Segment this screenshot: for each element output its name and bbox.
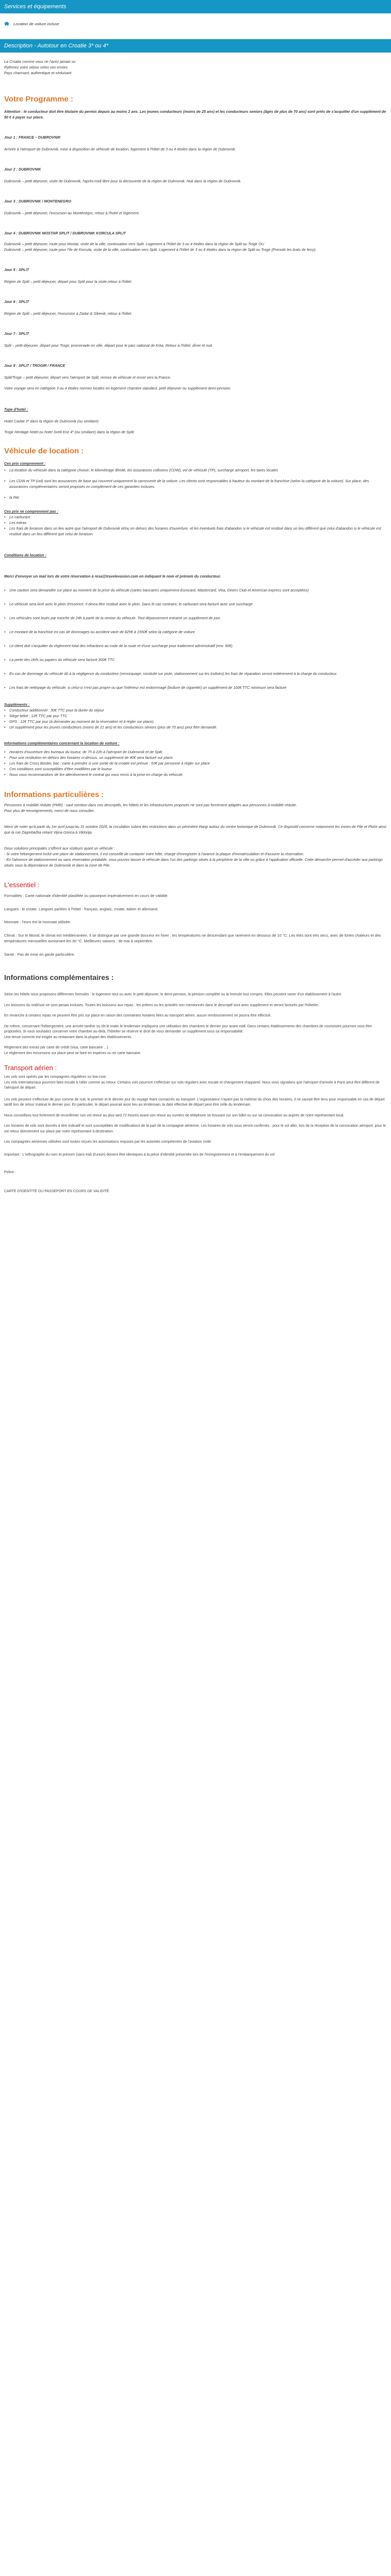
particular-text: - Si votre hébergement inclut une place de stationnement, il est conseillé de contacter votre hôte, charge d'enregistrer à l'avance la plaque d'immatriculation et d'assurer la réservation. [4, 852, 304, 856]
essential-line: Formalités : Carte nationale d'identité plastifiée ou passeport impérativement en cours de validité. [4, 893, 169, 898]
complementary-text: De même, concernant l'hébergement, une arrivée tardive ou tôt le matin le lendemain impliquera une utilisation des chambres le dernier jour avant midi. Dans certains établissements des chambres de courtoisies pourront vous être proposées. Si vous souhaitez conserver votre chambre au-delà, l'hôtelier se réserve le droit de vous demander un supplément sous sa responsabilité. [4, 1024, 372, 1033]
programme-title: Votre Programme : [4, 95, 73, 104]
service-item-label: Location de voiture incluse [13, 21, 59, 26]
condition-item: • La perte des clefs ou papiers du véhicule sera facturé 300€ TTC [4, 657, 115, 662]
intro-line: Rythmez votre séjour selon vos envies [4, 65, 68, 70]
transport-text: Les vols sont opérés par les compagnies régulières ou low-cost. [4, 1075, 107, 1079]
intro-line: Pays charmant, authentique et séduisant [4, 71, 72, 75]
included-item: • la PAI [4, 495, 19, 500]
transport-text: Les vols peuvent s'effectuer de jour comme de nuit, le premier et le dernier jour du voyage étant consacrés au transport. L'organisateur n'ayant pas la maîtrise du choix des horaires, il ne saurait être tenu pour responsable en cas de départ tardif lors de retour matinal le dernier jour. En particulier, le départ pourrait avoir lieu au lendemain, la date effective de départ peut être celle du lendemain. [4, 1097, 385, 1107]
day-title: Jour 8 : SPLIT / TROGIR / FRANCE [4, 363, 66, 368]
rental-info-title: Informations complémentaires concernant la location de voiture : [4, 741, 120, 745]
day-text: Split – petit déjeuner, départ pour Trogir, promenade en ville, départ pour le parc national de Krka. Retour à l'hôtel, dîner et nuit. [4, 343, 213, 348]
particular-text: Personnes à mobilité réduite (PMR) : sauf mention dans nos descriptifs, les hôtels et les infrastructures proposés ne sont pas forcément adaptés aux personnes à mobilité réduite. [4, 803, 297, 807]
id-document-line: CARTE D'IDENTITÉ OU PASSEPORT EN COURS DE VALIDITÉ [4, 1189, 109, 1193]
supplements-title: Suppléments : [4, 702, 30, 707]
included-item: • Les CDW et TP (vol) sont les assurances de base qui couvrent uniquement la carrosserie de la voiture. Les clients sont responsables à hauteur du montant de la franchise (selon la catégorie de la voiture). Sur place, des assurances complémentaires seront proposés en complément de ces garanties incluses. [4, 479, 369, 489]
hotel-type-line: Hotel Cavtat 3* dans la région de Dubrovnik (ou similaire) [4, 419, 99, 423]
condition-item: • Les frais de nettoyage du véhicule, si celui-ci n'est pas propre ou que l'intérieur est endommagé (brûlure de cigarette) un supplément de 100€ TTC minimum sera facturé [4, 685, 287, 690]
complementary-title: Informations complémentaires : [4, 973, 114, 981]
hotel-type-line: Trogir Heritage Hotel ou hotel Sveti Kriz 4* (ou similaire) dans la région de Split. [4, 430, 135, 434]
excluded-item: • Les frais de livraison dans un lieu autre que l'aéroport de Dubrovnik et/ou en dehors des horaires d'ouverture, et les éventuels frais d'abandon si le véhicule est restitué dans un lieu différent que celui d'abandon si le véhicule est restitué dans un lieu différent que celui de livraison. [4, 526, 381, 536]
essential-line: Langues : le croate. Langues parlées à l'hôtel : français, anglais, croate, italien et allemand. [4, 906, 158, 911]
condition-item: • Le véhicule sera livré avec le plein d'essence. Il devra être restitué avec le plein. Dans le cas contraire, le carburant sera facturé avec une surcharge [4, 602, 253, 606]
particular-text: Pour plus de renseignements, merci de nous consulter. [4, 808, 95, 813]
transport-text: Les vols internationaux pourront faire escale à l'aller comme au retour. Certains vols pourront s'effectuer sur vols réguliers avec escale et changement d'appareil. Nous vous signalons que l'aéroport d'arrivée à Paris peut être différent de l'aéroport de départ. [4, 1080, 380, 1090]
day-title: Jour 5 : SPLIT [4, 267, 29, 272]
hotel-type-title: Type d'hotel : [4, 407, 28, 412]
day-text: Dubrovnik – petit déjeuner, l'excursion au Monténégro, retour à l'hotel et logement. [4, 211, 140, 215]
included-title: Ces prix comprennent : [4, 461, 46, 466]
particular-text: Merci de noter qu'à partir du 1er avril jusqu'au 31 octobre 2026, la circulation subira des restrictions dans un périmètre élargi autour du centre historique de Dubrovnik. Ce dispositif concerne notamment les zones de Pile et Ploče ainsi que la rue Zagrebačka reliant Vijina Gorica à Viktorija. [4, 824, 386, 835]
complementary-text: Une tenue correcte est exigée au restaurant dans la plupart des établissements. [4, 1035, 133, 1039]
car-icon [4, 21, 9, 26]
rental-info-item: • Ces conditions sont susceptibles d'être modifiées par le loueur. [4, 767, 113, 771]
day-title: Jour 1 : FRANCE – DUBROVNIK [4, 135, 61, 140]
day-text: Votre voyage sera en catégorie 3 ou 4 étoiles normes locales en logement chambre standard, petit déjeuner ou supplément demi-pension. [4, 386, 232, 391]
description-header: Description - Autotour en Croatie 3* ou 4* [0, 39, 391, 53]
supplement-item: • Un supplément pour les jeunes conducteurs (moins de 21 ans) et les conducteurs séniors (plus de 70 ans) peut être demandé. [4, 725, 218, 730]
excluded-item: • Le carburant [4, 515, 30, 519]
complementary-text: En revanche à certains repas ne peuvent être pris sur place en raison des contraintes horaires liées au transport aérien, aucun remboursement ne pourra être effectué. [4, 1014, 272, 1018]
day-text: Dubrovnik – petit déjeuner, route pour Mostar, visite de la ville, continuation vers Split. Logement à l'hôtel de 3 ou 4 étoiles dans la région de Split ou Trogir OU [4, 242, 264, 246]
supplement-item: • Conducteur additionnel : 30€ TTC pour la durée du séjour [4, 708, 104, 713]
police-label: Police : [4, 1171, 16, 1174]
conditions-intro: Merci d'envoyer un mail lors de votre réservation à resa@travelevasion.com en indiquant le nom et prénom du conducteur. [4, 574, 221, 579]
excluded-title: Ces prix ne comprennent pas : [4, 509, 59, 514]
transport-text: Les horaires de vols sont donnés à titre indicatif et sont susceptibles de modifications de la part de la compagnie aérienne. Les horaires de vols vous seront confirmés : pour le vol aller, lors de la réception de la convocation aéroport, pour le vol retour directement sur place par notre représentant à destination. [4, 1124, 386, 1133]
rental-info-item: • Pour une restitution en dehors des horaires ci-dessus, un supplément de 40€ sera facturé sur place. [4, 755, 174, 760]
day-text: Dubrovnik – petit déjeuner, visite de Dubrovnik, l'après-midi libre pour la découverte de la région de Dubrovnik. Nuit dans la région de Dubrovnik. [4, 179, 242, 183]
day-text: Split/Trogir – petit déjeuner, départ vers l'aéroport de Split, remise de véhicule et envol vers la France. [4, 375, 171, 380]
complementary-text: Le règlement des excursions sur place peut se faire en espèces ou en carte bancaire. [4, 1051, 141, 1055]
driver-warning: Attention : le conducteur doit être titulaire du permis depuis au moins 2 ans. Les jeunes conducteurs (moins de 25 ans) et les conducteurs seniors (âgés de plus de 70 ans) sont priés de s'acquitter d'un supplément de 50 € à payer sur place. [4, 109, 386, 120]
essential-line: Santé : Pas de mise en garde particulière. [4, 952, 75, 957]
essential-line: Climat : Sur le littoral, le climat est méditerranéen. Il se distingue par une grande douceur en hiver ; les températures ne descendant que rarement en dessous de 10 °C. Les étés sont très secs, avec de fortes chaleurs et des températures mensuelles avoisinant les 30 °C. Meilleures saisons : de mai à septembre. [4, 933, 381, 943]
transport-text: Important : L'orthographe du nom et prénom (sans trait d'union) doivent être identiques à la pièce d'identité présentée lors de l'enregistrement et à l'embarquement du vol [4, 1153, 275, 1157]
condition-item: • Les véhicules sont loués par tranche de 24h à partir de la remise du véhicule. Tout dépassement entraine un supplément de jour. [4, 616, 221, 620]
transport-title: Transport aérien : [4, 1064, 57, 1072]
day-title: Jour 3 : DUBROVNIK / MONTENEGRO [4, 199, 71, 204]
conditions-title: Conditions de location : [4, 553, 46, 557]
vehicle-title: Véhicule de location : [4, 447, 84, 455]
rental-info-item: • Les frais de Cross Border, bac : carte à prendre si une sortie de la croatie est prévue : 53€ par personne à régler sur place [4, 761, 210, 766]
page [0, 0, 391, 1194]
services-header: Services et équipements [0, 0, 391, 13]
included-item: • La location du véhicule dans la catégorie choisie, le kilométrage illimité, les assurances collisions (CDW), vol de véhicule (TP), surcharge aéroport, les taxes locales [4, 468, 278, 472]
day-title: Jour 6 : SPLIT [4, 299, 29, 304]
essential-title: L'essentiel : [4, 881, 40, 889]
complementary-text: Les boissons du midi/soir ne sont jamais incluses. Toutes les boissons aux repas , les prières ou les activités non mentionnés dans le descriptif sont avec supplément et seront facturés par l'hôtelier. [4, 1003, 319, 1007]
day-text: Région de Split – petit déjeuner, départ pour Split pour la visite,retour à l'hôtel. [4, 279, 133, 284]
day-text: Arrivée à l'aéroport de Dubrovnik, mise à disposition de véhicule de location, logement à l'hôtel de 3 ou 4 étoiles dans la région de Dubrovnik. [4, 147, 236, 151]
complementary-text: Selon les hôtels nous proposons différentes formules : le logement seul ou avec le petit déjeuner, le demi-pension, la pension complète ou la formule tout compris. Elles peuvent varier d'un établissement à l'autre. [4, 993, 343, 996]
intro-line: La Croatie comme vous ne l'avez jamais vu [4, 59, 76, 64]
excluded-item: • Les extras [4, 520, 27, 525]
transport-text: Les compagnies aériennes utilisées sont toutes reçues les autorisations requises par les autorités compétentes de l'aviation civile. [4, 1140, 212, 1144]
condition-item: • Une caution sera demandée sur place au moment de la prise du véhicule (cartes bancaires uniquement Eurocard, Mastercard, Visa, Diners Club et American express sont acceptées) [4, 588, 309, 592]
particular-title: Informations particulières : [4, 790, 104, 799]
particular-text: - En l'absence de stationnement ou sans réservation préalable, vous pouvez laisser le véhicule dans l'un des parkings situés à la périphérie de la ville ou grâce à l'application officielle. Cette démarche permet d'accéder aux parkings situés sous la dépendance de Dubrovnik et dans la zone de Pile. [4, 857, 383, 868]
day-title: Jour 4 : DUBROVNIK MOSTAR SPLIT / DUBROVNIK KORCULA SPLIT [4, 231, 126, 235]
essential-line: Monnaie : l'euro est la monnaie utilisée. [4, 920, 71, 924]
intro [4, 59, 387, 76]
condition-item: • En cas de dommage du véhicule dû à la négligence du conducteur (remorquage, conduite sur piste, stationnement sur les trottoirs) les frais de réparation seront entièrement à la charge du conducteur. [4, 671, 338, 676]
condition-item: • Le client doit s'acquitter du règlement total des infractions au code de la route et d'une surcharge pour traitement administratif (env. 50€). [4, 643, 234, 648]
condition-item: • Le montant de la franchise en cas de dommages ou accident varie de 825€ à 1550€ selon la catégorie de voiture [4, 630, 195, 634]
rental-info-item: • Nous vous recommandons de lire attentivement le contrat qui vous remis à la prise en charge du véhicule. [4, 772, 184, 777]
day-title: Jour 2 : DUBROVNIK [4, 167, 41, 172]
supplement-item: • Siège bébé : 12€ TTC par jour TTC [4, 714, 68, 718]
day-text: Dubrovnik – petit déjeuner, route pour l'île de Korcula, visite de la ville, continuation vers Split. Logement à l'hôtel de 3 ou 4 étoiles dans la région de Split ou Trogir (Prenotir les tirats de ferry). [4, 247, 317, 252]
rental-info-item: • Horaires d'ouverture des bureaux du loueur, de 7h à 22h à l'aéroport de Dubrovnik et de Split. [4, 750, 164, 754]
transport-text: Nous conseillons tout fortement de reconfirmer son vol retour au plus tard 72 heures avant son retour au numéro de téléphone se trouvant sur son billet ou sur sa convocation ou auprès de notre représentant local. [4, 1113, 345, 1117]
supplement-item: • GPS : 12€ TTC par jour (à demander au moment de la réservation et à régler sur place). [4, 719, 155, 724]
service-item [0, 13, 391, 29]
particular-text: Deux solutions principales s'offrent aux visiteurs ayant un véhicule : [4, 846, 115, 851]
day-text: Région de Split – petit déjeuner, l'excursion à Zadar & Sibenik, retour à l'hôtel. [4, 311, 133, 316]
day-title: Jour 7 : SPLIT [4, 331, 29, 336]
complementary-text: Règlement des extras par carte de crédit (visa, carte bancaire ...) [4, 1046, 108, 1049]
